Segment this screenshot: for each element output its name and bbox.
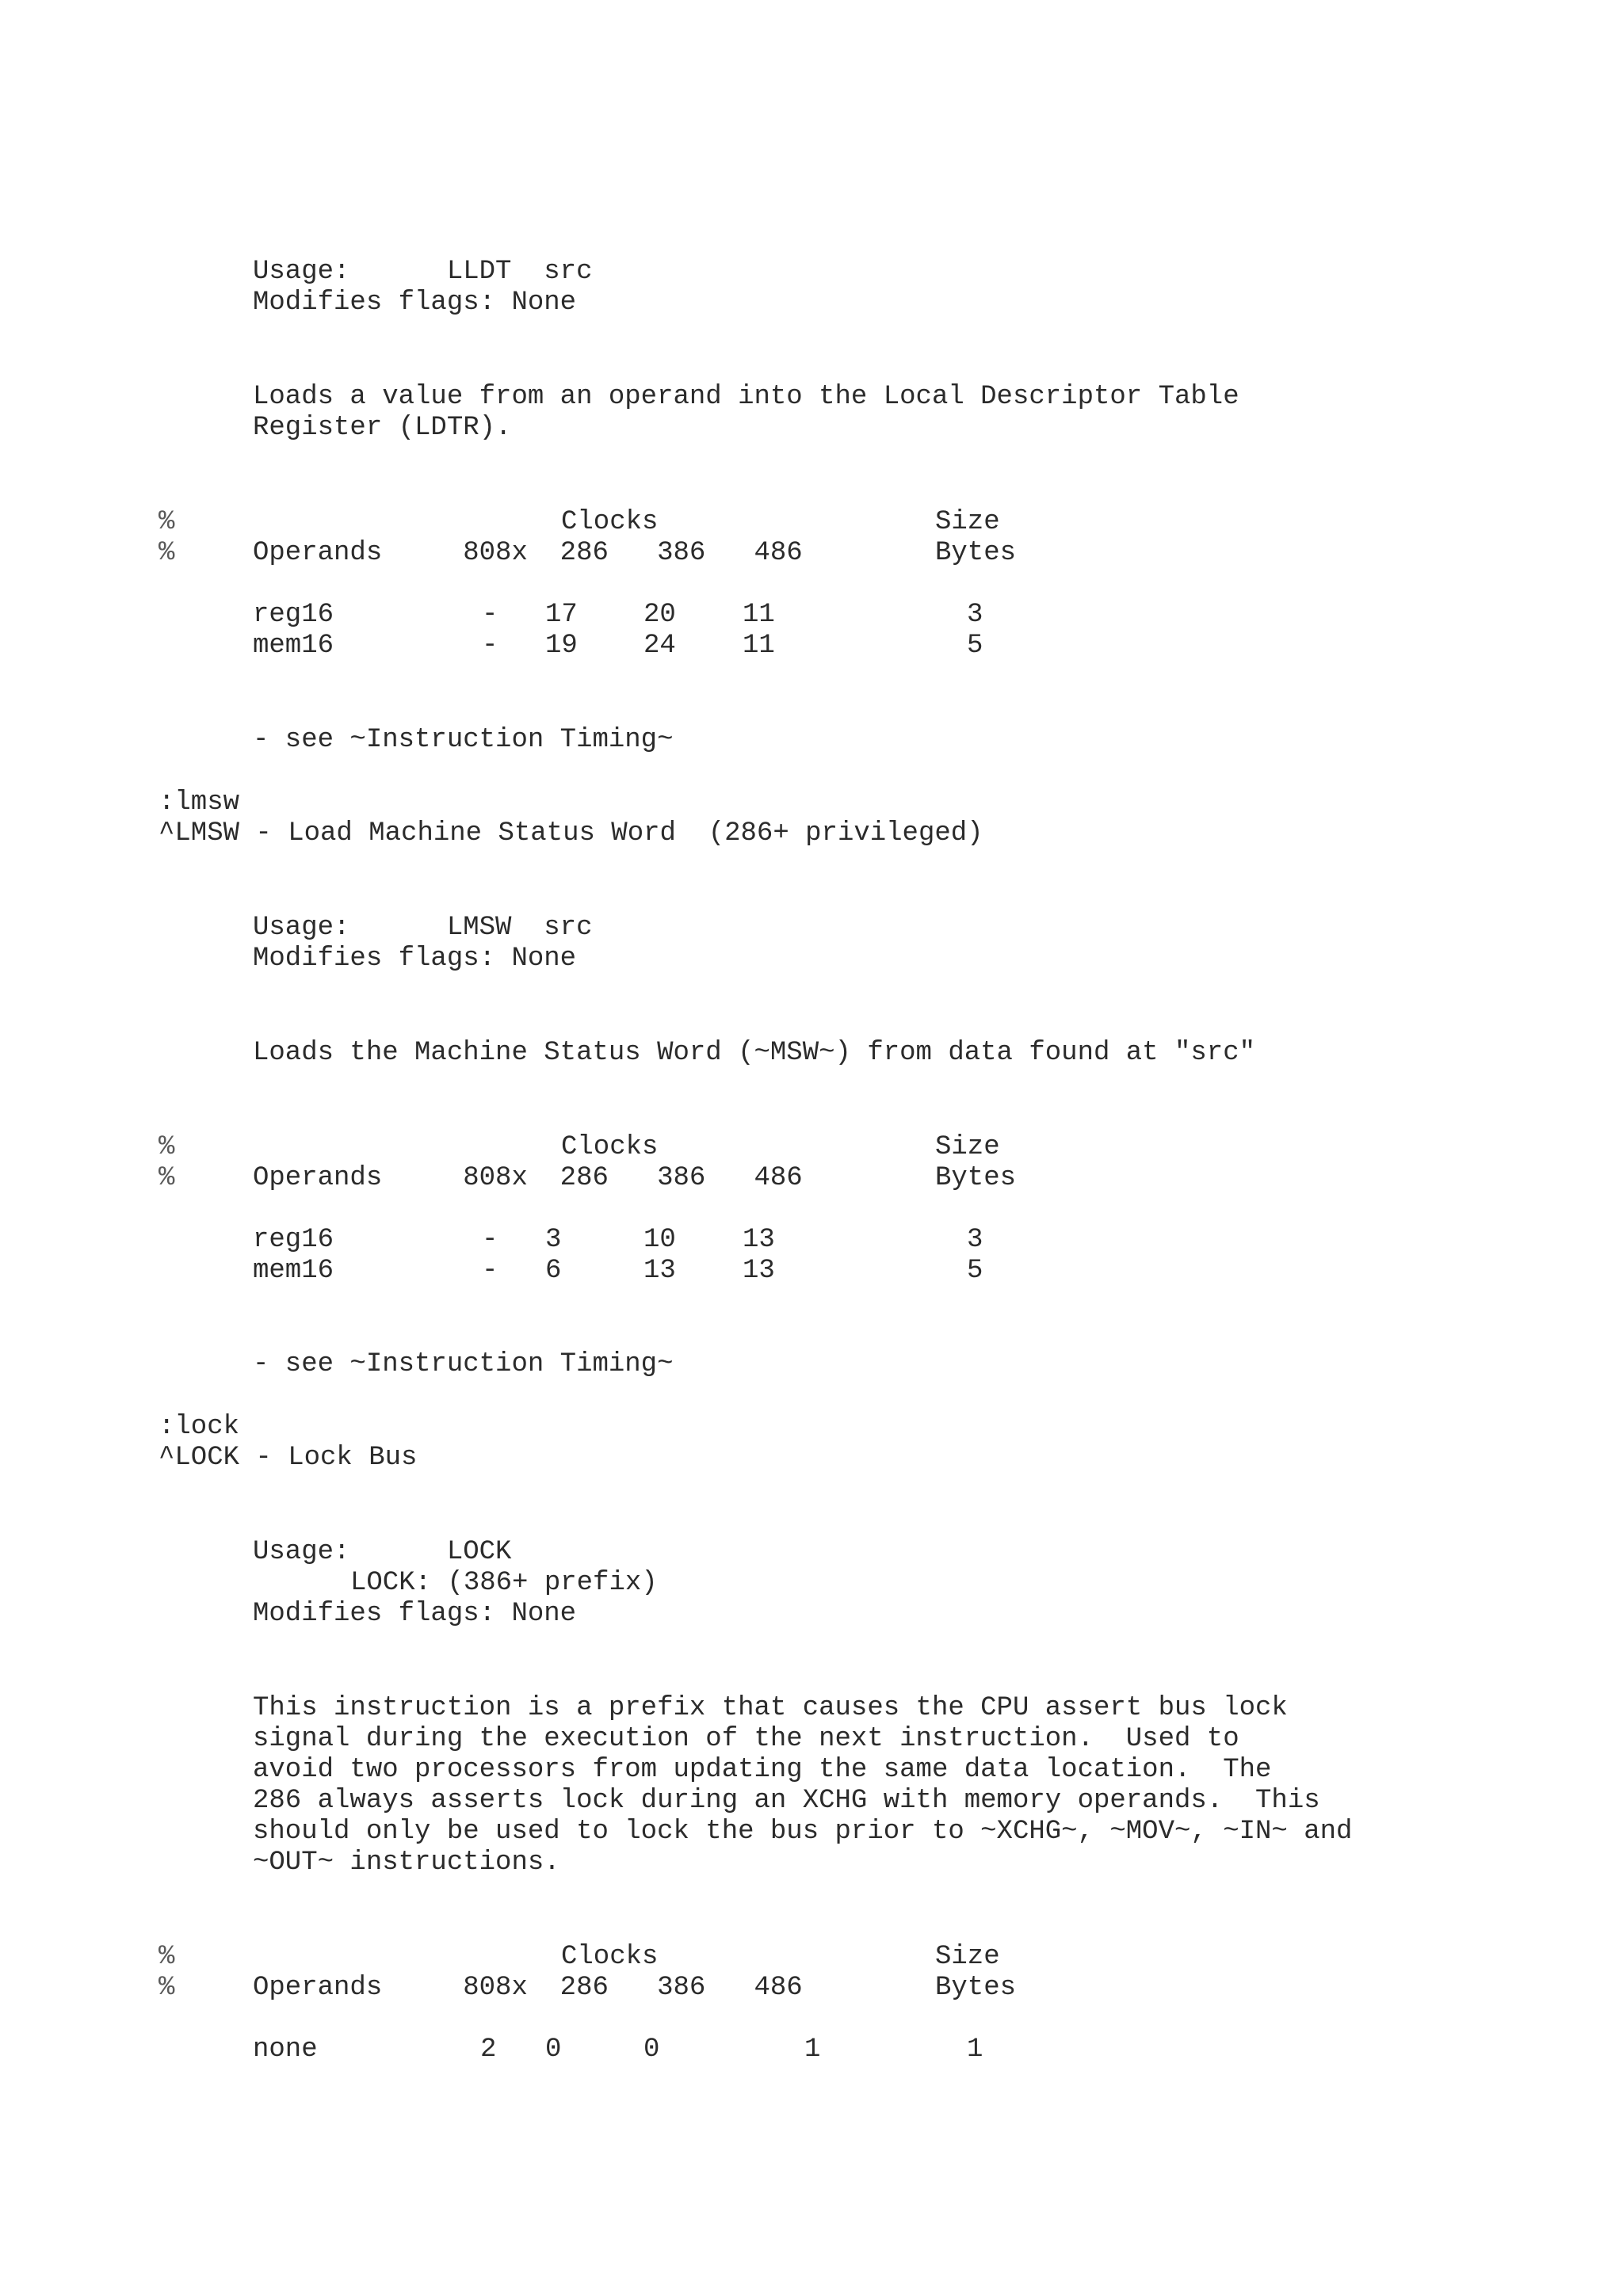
- lmsw-topic-label: :lmsw: [158, 788, 240, 818]
- lldt-usage: Usage: LLDT src: [253, 257, 593, 287]
- lldt-flags: Modifies flags: None: [253, 288, 577, 318]
- lmsw-flags: Modifies flags: None: [253, 944, 577, 974]
- lock-flags: Modifies flags: None: [253, 1599, 577, 1629]
- clock-808x-cell: -: [482, 600, 498, 630]
- bytes-cell: 3: [967, 1225, 983, 1255]
- clock-808x-cell: -: [482, 631, 498, 661]
- lock-usage: Usage: LOCK: [253, 1537, 512, 1567]
- clock-286-cell: 0: [545, 2035, 562, 2065]
- operand-cell: reg16: [253, 1225, 334, 1255]
- lock-size-header: Size: [935, 1942, 1000, 1972]
- clock-386-cell: 24: [643, 631, 676, 661]
- clock-808x-cell: 2: [480, 2035, 497, 2065]
- bytes-cell: 5: [967, 631, 983, 661]
- clock-386-cell: 20: [643, 600, 676, 630]
- lmsw-usage: Usage: LMSW src: [253, 913, 593, 943]
- lmsw-desc-line-1: Loads the Machine Status Word (~MSW~) from data found at "src": [253, 1038, 1256, 1068]
- clock-286-cell: 3: [545, 1225, 562, 1255]
- clock-808x-cell: -: [482, 1225, 498, 1255]
- clock-386-cell: 13: [643, 1256, 676, 1286]
- lldt-timing-mark-2: %: [158, 538, 175, 568]
- lmsw-see-link[interactable]: - see ~Instruction Timing~: [253, 1349, 674, 1379]
- lock-desc-line-2: signal during the execution of the next instruction. Used to: [253, 1724, 1239, 1754]
- lock-desc-line-4: 286 always asserts lock during an XCHG with memory operands. This: [253, 1786, 1320, 1816]
- lock-columns-header: Operands 808x 286 386 486: [253, 1973, 803, 2003]
- clock-486-cell: 13: [743, 1225, 775, 1255]
- lmsw-size-header: Size: [935, 1132, 1000, 1162]
- lmsw-clocks-header: Clocks: [561, 1132, 659, 1162]
- clock-486-cell: 1: [804, 2035, 821, 2065]
- clock-486-cell: 11: [743, 631, 775, 661]
- bytes-cell: 3: [967, 600, 983, 630]
- lldt-size-header: Size: [935, 507, 1000, 537]
- clock-286-cell: 17: [545, 600, 578, 630]
- lldt-timing-mark-1: %: [158, 507, 175, 537]
- operand-cell: mem16: [253, 1256, 334, 1286]
- clock-386-cell: 10: [643, 1225, 676, 1255]
- lmsw-timing-mark-1: %: [158, 1132, 175, 1162]
- lmsw-bytes-header: Bytes: [935, 1163, 1017, 1193]
- clock-386-cell: 0: [643, 2035, 660, 2065]
- lmsw-columns-header: Operands 808x 286 386 486: [253, 1163, 803, 1193]
- lldt-desc-line-2: Register (LDTR).: [253, 413, 512, 443]
- bytes-cell: 1: [967, 2035, 983, 2065]
- lldt-see-link[interactable]: - see ~Instruction Timing~: [253, 725, 674, 755]
- lmsw-title: ^LMSW - Load Machine Status Word (286+ privileged): [158, 818, 983, 849]
- lldt-desc-line-1: Loads a value from an operand into the Local Descriptor Table: [253, 382, 1239, 412]
- lock-desc-line-3: avoid two processors from updating the same data location. The: [253, 1755, 1272, 1785]
- clock-486-cell: 13: [743, 1256, 775, 1286]
- lock-clocks-header: Clocks: [561, 1942, 659, 1972]
- clock-808x-cell: -: [482, 1256, 498, 1286]
- clock-286-cell: 19: [545, 631, 578, 661]
- lldt-columns-header: Operands 808x 286 386 486: [253, 538, 803, 568]
- lock-desc-line-6: ~OUT~ instructions.: [253, 1848, 560, 1878]
- lock-bytes-header: Bytes: [935, 1973, 1017, 2003]
- clock-286-cell: 6: [545, 1256, 562, 1286]
- operand-cell: mem16: [253, 631, 334, 661]
- lldt-clocks-header: Clocks: [561, 507, 659, 537]
- lock-desc-line-1: This instruction is a prefix that causes the CPU assert bus lock: [253, 1693, 1288, 1723]
- operand-cell: none: [253, 2035, 318, 2065]
- lock-desc-line-5: should only be used to lock the bus prior to ~XCHG~, ~MOV~, ~IN~ and: [253, 1817, 1353, 1847]
- lock-usage-prefix: LOCK: (386+ prefix): [350, 1568, 658, 1598]
- operand-cell: reg16: [253, 600, 334, 630]
- lock-topic-label: :lock: [158, 1412, 240, 1442]
- lock-timing-mark-2: %: [158, 1973, 175, 2003]
- lmsw-timing-mark-2: %: [158, 1163, 175, 1193]
- lock-timing-mark-1: %: [158, 1942, 175, 1972]
- clock-486-cell: 11: [743, 600, 775, 630]
- lldt-bytes-header: Bytes: [935, 538, 1017, 568]
- bytes-cell: 5: [967, 1256, 983, 1286]
- lock-title: ^LOCK - Lock Bus: [158, 1443, 418, 1473]
